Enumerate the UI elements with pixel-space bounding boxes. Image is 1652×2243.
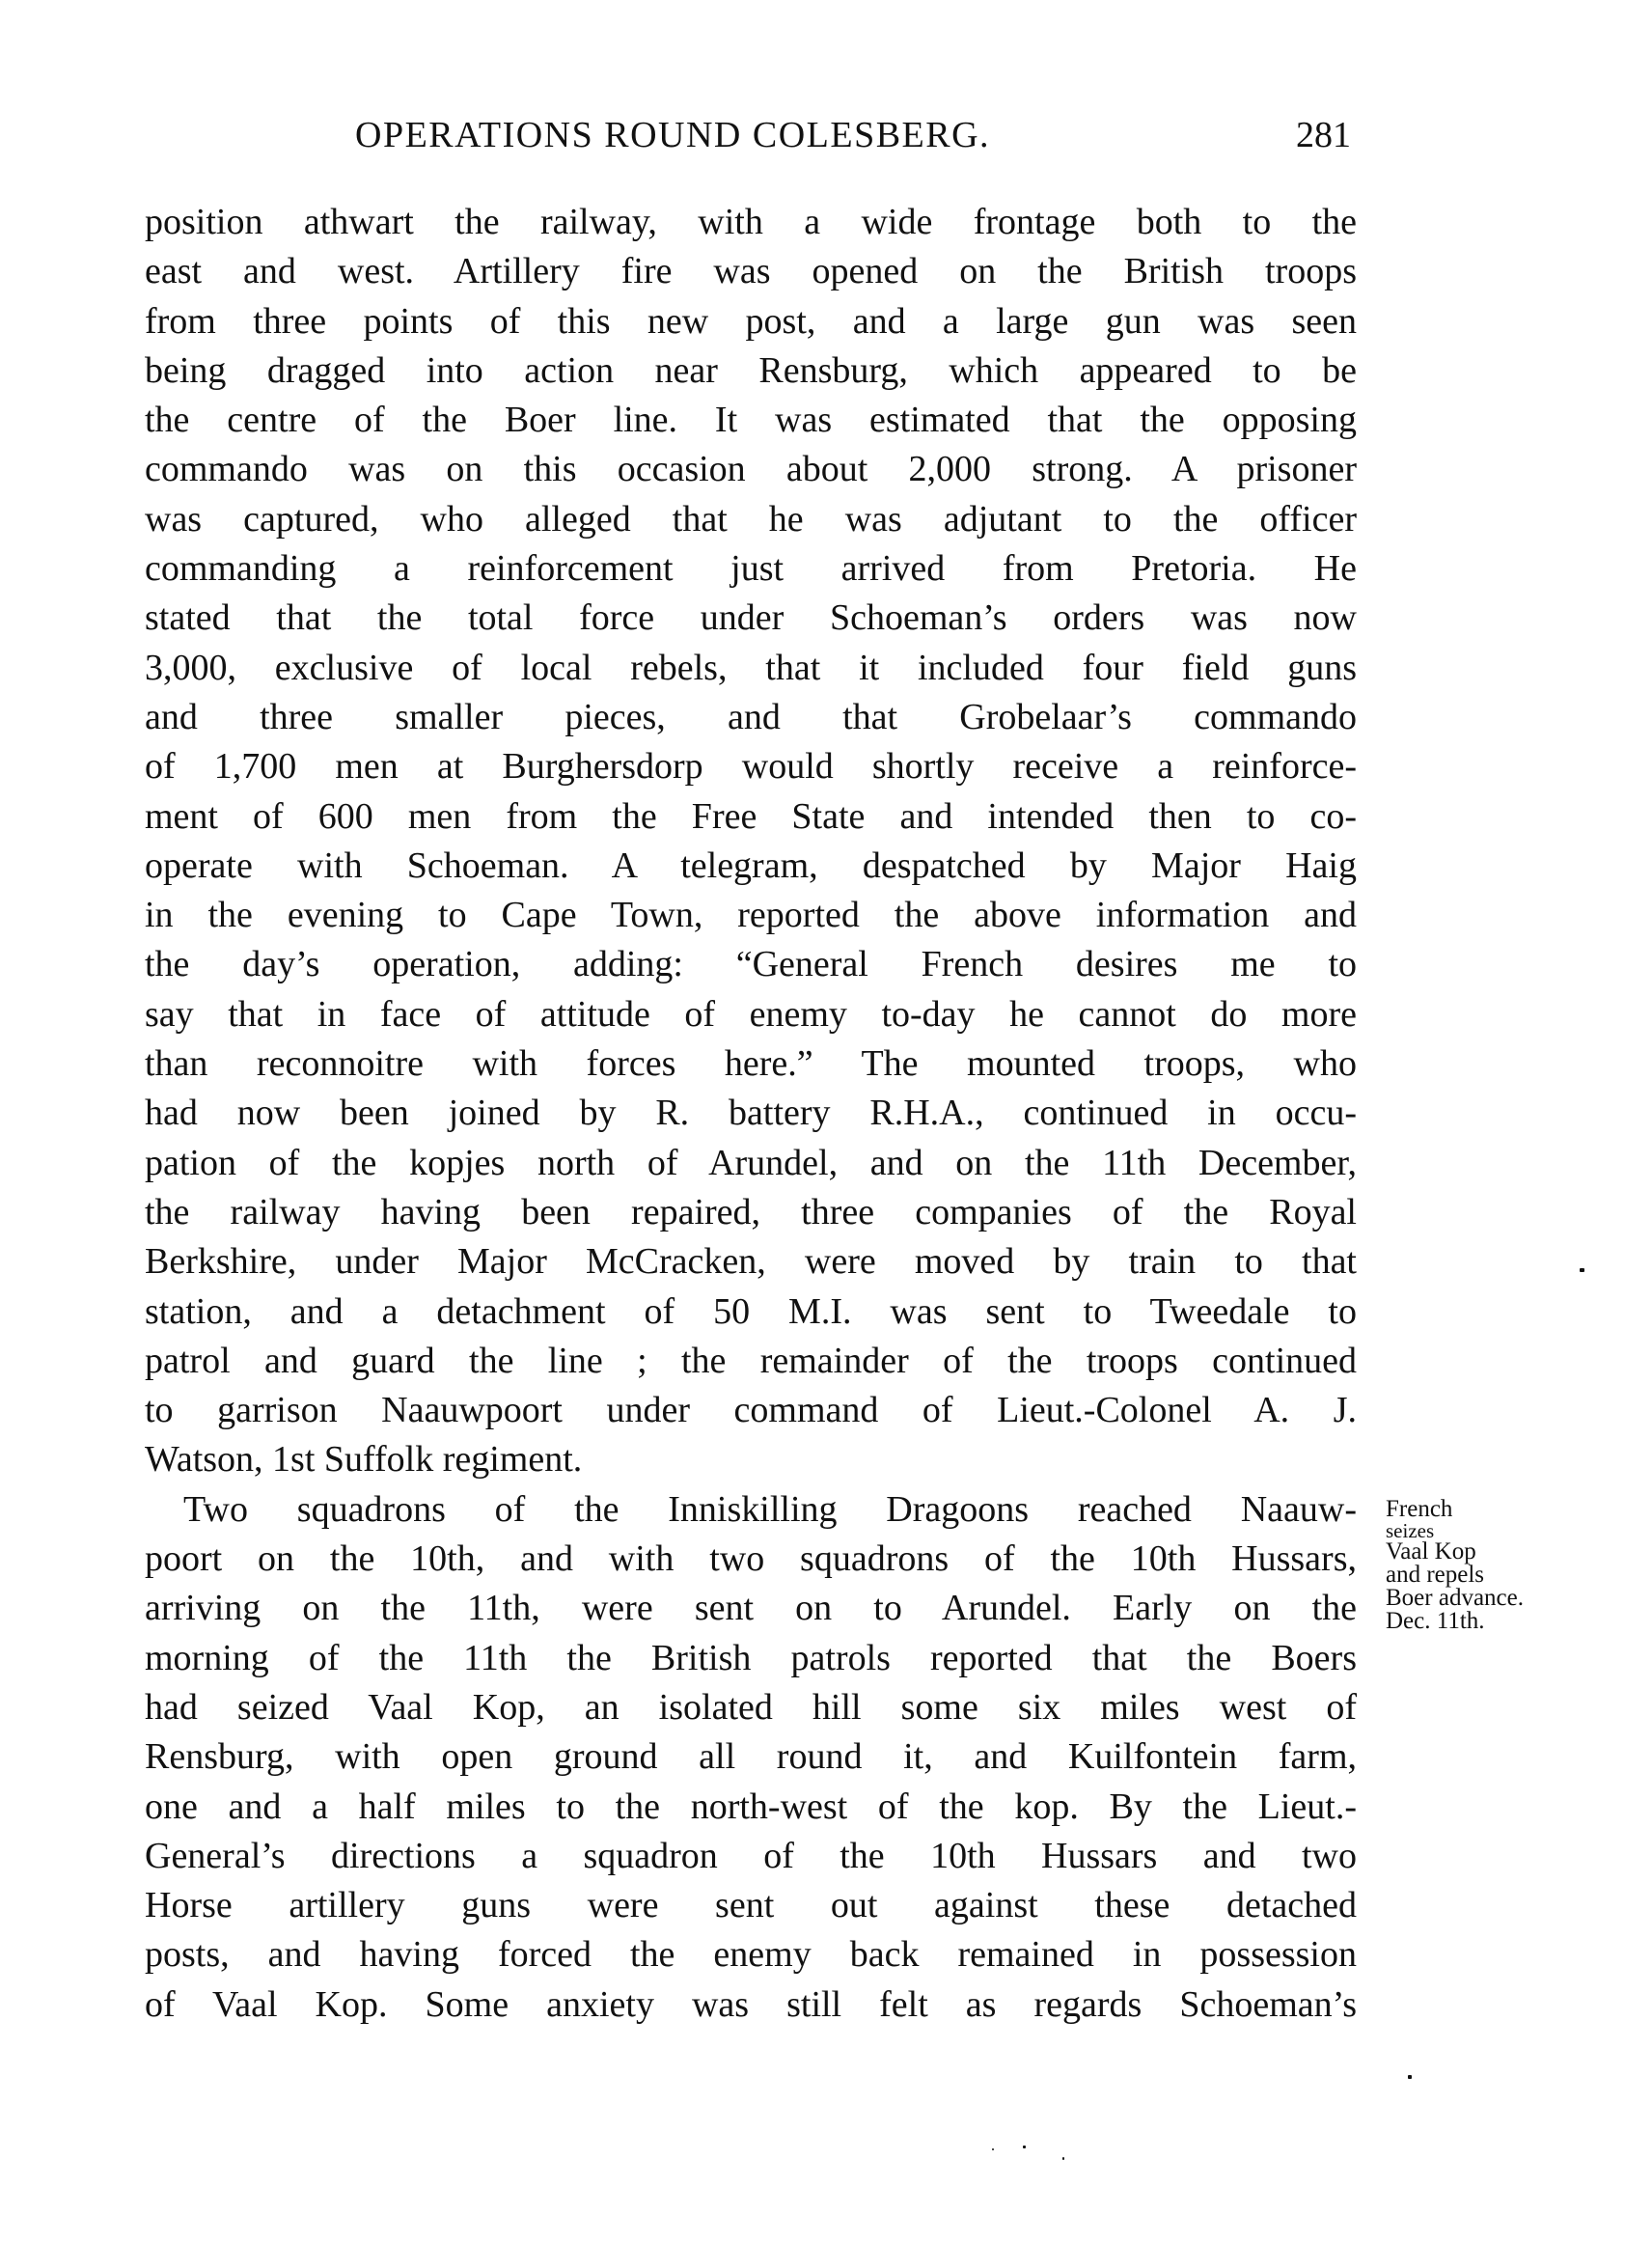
text-line: to garrison Naauwpoort under command of Lieut.-Colonel A. J. bbox=[145, 1390, 1357, 1431]
text-line: the railway having been repaired, three companies of the Royal bbox=[145, 1191, 1357, 1232]
text-line: Watson, 1st Suffolk regiment. bbox=[145, 1439, 583, 1481]
text-line: commando was on this occasion about 2,000 strong. A prisoner bbox=[145, 449, 1357, 490]
text-line: Horse artillery guns were sent out against these detached bbox=[145, 1885, 1357, 1926]
text-line: in the evening to Cape Town, reported the above information and bbox=[145, 895, 1357, 936]
text-line: Berkshire, under Major McCracken, were moved by train to that bbox=[145, 1241, 1357, 1283]
text-line: say that in face of attitude of enemy to-day he cannot do more bbox=[145, 993, 1357, 1035]
text-line: morning of the 11th the British patrols reported that the Boers bbox=[145, 1637, 1357, 1678]
page-number: 281 bbox=[1296, 115, 1351, 155]
text-line: pation of the kopjes north of Arundel, and on the 11th December, bbox=[145, 1142, 1357, 1183]
margin-note bbox=[1386, 1498, 1627, 1633]
text-line: 3,000, exclusive of local rebels, that it included four field guns bbox=[145, 647, 1357, 688]
paragraph-start-line: Two squadrons of the Inniskilling Dragoons reached Naauw- bbox=[183, 1488, 1357, 1530]
text-line: stated that the total force under Schoeman’s orders was now bbox=[145, 597, 1357, 639]
text-line: station, and a detachment of 50 M.I. was sent to Tweedale to bbox=[145, 1290, 1357, 1332]
body-text bbox=[145, 198, 1357, 2030]
text-line: posts, and having forced the enemy back remained in possession bbox=[145, 1934, 1357, 1976]
margin-note-line: and repels bbox=[1386, 1562, 1485, 1588]
scan-speck bbox=[1062, 2157, 1064, 2160]
text-line: had now been joined by R. battery R.H.A., continued in occu- bbox=[145, 1093, 1357, 1134]
text-line: had seized Vaal Kop, an isolated hill some six miles west of bbox=[145, 1686, 1357, 1728]
margin-note-line: Vaal Kop bbox=[1386, 1538, 1476, 1565]
text-line: poort on the 10th, and with two squadrons of the 10th Hussars, bbox=[145, 1538, 1357, 1580]
text-line: position athwart the railway, with a wide frontage both to the bbox=[145, 202, 1357, 242]
margin-note-line: Dec. 11th. bbox=[1386, 1608, 1485, 1634]
scan-speck bbox=[1023, 2146, 1026, 2148]
text-line: east and west. Artillery fire was opened on the British troops bbox=[145, 251, 1357, 292]
scan-speck bbox=[1408, 2075, 1412, 2079]
text-line: arriving on the 11th, were sent on to Arundel. Early on the bbox=[145, 1588, 1357, 1629]
margin-note-line: French bbox=[1386, 1496, 1453, 1522]
text-line: from three points of this new post, and a large gun was seen bbox=[145, 300, 1357, 342]
scan-speck bbox=[992, 2148, 994, 2150]
text-line: ment of 600 men from the Free State and intended then to co- bbox=[145, 795, 1357, 837]
text-line: patrol and guard the line ; the remainder of the troops continued bbox=[145, 1340, 1357, 1381]
text-line: Rensburg, with open ground all round it, and Kuilfontein farm, bbox=[145, 1736, 1357, 1778]
text-line: than reconnoitre with forces here.” The mounted troops, who bbox=[145, 1043, 1357, 1085]
text-line: one and a half miles to the north-west of the kop. By the Lieut.- bbox=[145, 1786, 1357, 1827]
margin-note-line: Boer advance. bbox=[1386, 1585, 1524, 1611]
margin-note-line: seizes bbox=[1386, 1519, 1435, 1542]
text-line: commanding a reinforcement just arrived from Pretoria. He bbox=[145, 548, 1357, 590]
text-line: the day’s operation, adding: “General French desires me to bbox=[145, 944, 1357, 985]
text-line: was captured, who alleged that he was adjutant to the officer bbox=[145, 498, 1357, 540]
text-line: being dragged into action near Rensburg, which appeared to be bbox=[145, 349, 1357, 391]
text-line: of Vaal Kop. Some anxiety was still felt as regards Schoeman’s bbox=[145, 1983, 1357, 2025]
text-line: of 1,700 men at Burghersdorp would shortly receive a reinforce- bbox=[145, 746, 1357, 788]
running-title: OPERATIONS ROUND COLESBERG. bbox=[355, 115, 991, 155]
text-line: General’s directions a squadron of the 10th Hussars and two bbox=[145, 1835, 1357, 1876]
scan-speck bbox=[1580, 1268, 1584, 1272]
text-line: the centre of the Boer line. It was estimated that the opposing bbox=[145, 400, 1357, 441]
text-line: and three smaller pieces, and that Grobelaar’s commando bbox=[145, 696, 1357, 737]
text-line: operate with Schoeman. A telegram, despatched by Major Haig bbox=[145, 845, 1357, 886]
